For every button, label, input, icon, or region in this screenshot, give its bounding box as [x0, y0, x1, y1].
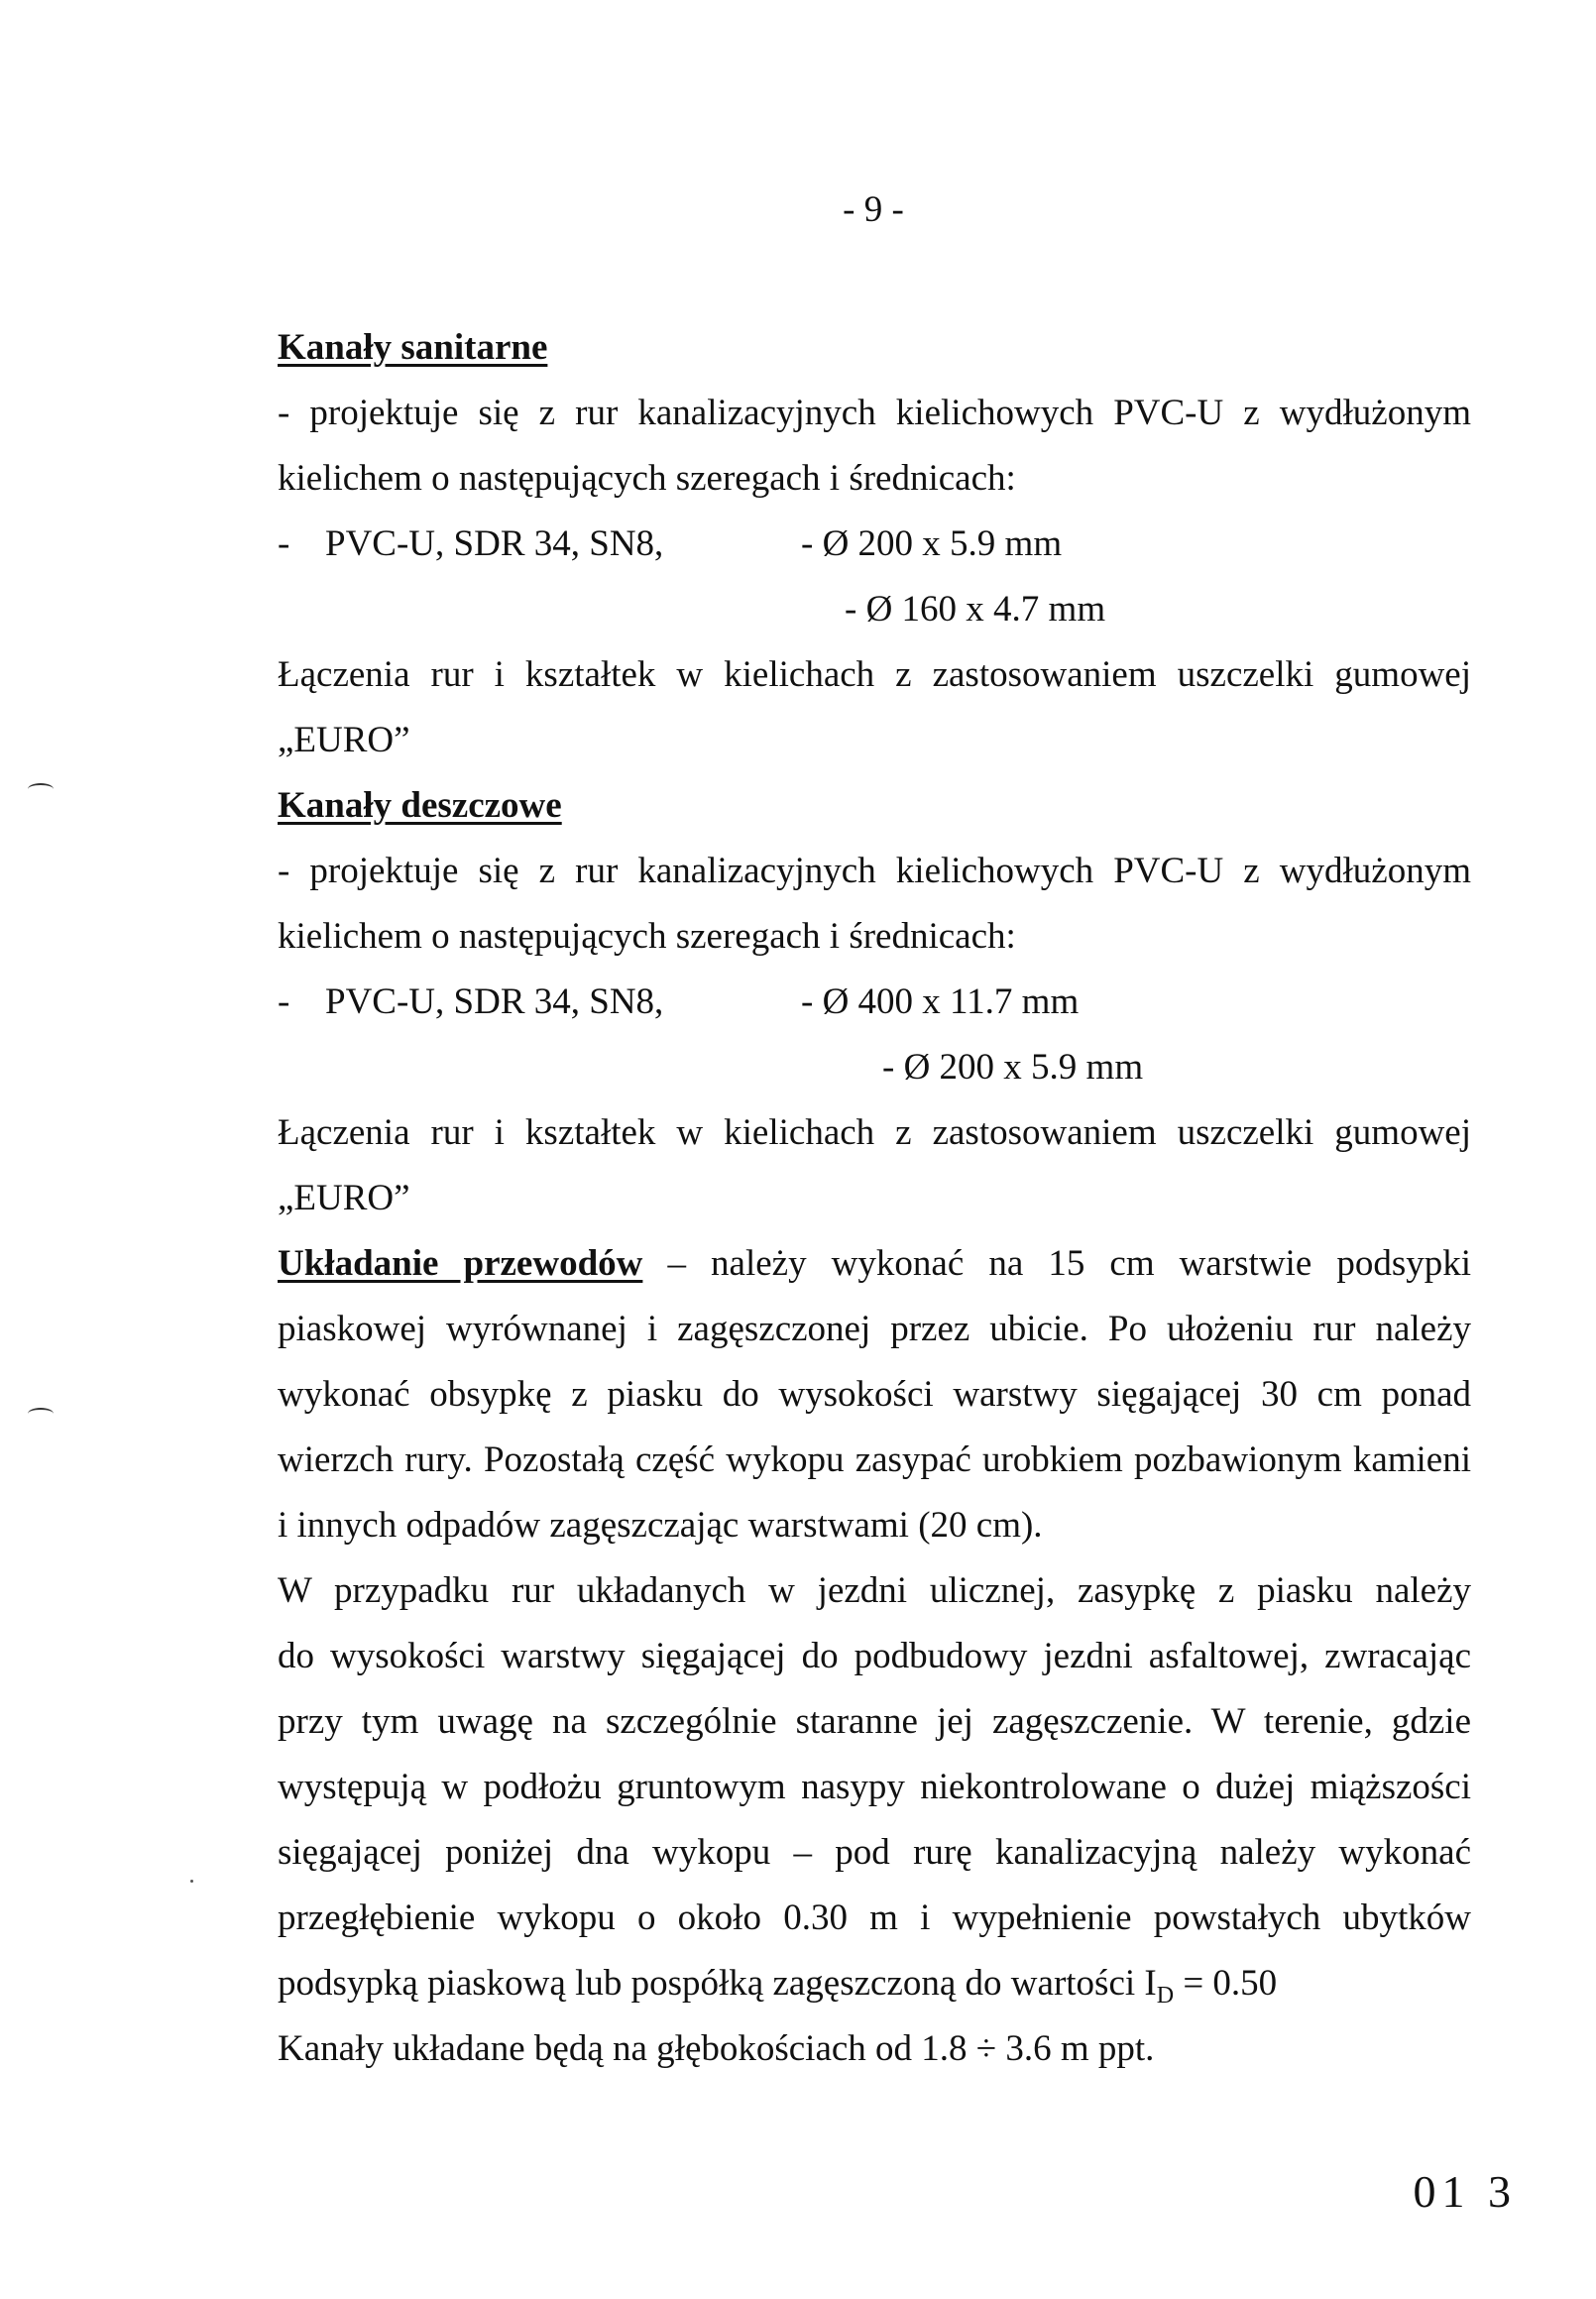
paragraph-line: - projektuje się z rur kanalizacyjnych kielichowych PVC-U z wydłużonym	[278, 851, 1471, 891]
paragraph-line: „EURO”	[278, 1178, 410, 1218]
spec-right: - Ø 200 x 5.9 mm	[882, 1047, 1144, 1088]
spec-left: - PVC-U, SDR 34, SN8,	[278, 523, 664, 564]
spec-left-text: PVC-U, SDR 34, SN8,	[325, 523, 664, 564]
spec-right: - Ø 160 x 4.7 mm	[845, 589, 1106, 630]
margin-mark-2	[28, 1408, 54, 1420]
spec-right: - Ø 400 x 11.7 mm	[801, 981, 1080, 1022]
paragraph-line: wierzch rury. Pozostałą część wykopu zasypać urobkiem pozbawionym kamieni	[278, 1439, 1471, 1480]
paragraph-line	[278, 1951, 1471, 2016]
subscript: D	[1156, 1983, 1175, 2009]
spec-left-text: PVC-U, SDR 34, SN8,	[325, 981, 664, 1022]
paragraph-line: „EURO”	[278, 720, 410, 760]
paragraph-line: Łączenia rur i kształtek w kielichach z zastosowaniem uszczelki gumowej	[278, 654, 1471, 695]
paragraph-line: i innych odpadów zagęszczając warstwami (20 cm).	[278, 1505, 1043, 1546]
spec-row	[278, 512, 1471, 577]
spec-row	[278, 1035, 1471, 1100]
section-heading-laying: Układanie przewodów	[278, 1243, 643, 1284]
paragraph-line	[278, 1231, 1471, 1297]
paragraph-line: piaskowej wyrównanej i zagęszczonej przez ubicie. Po ułożeniu rur należy	[278, 1309, 1471, 1349]
spec-row	[278, 577, 1471, 642]
page-number: - 9 -	[843, 189, 904, 230]
paragraph-line: sięgającej poniżej dna wykopu – pod rurę kanalizacyjną należy wykonać	[278, 1832, 1471, 1873]
spec-row	[278, 970, 1471, 1035]
paragraph-line: występują w podłożu gruntowym nasypy niekontrolowane o dużej miąższości	[278, 1767, 1471, 1807]
paragraph-text: – należy wykonać na 15 cm warstwie podsypki	[642, 1243, 1471, 1284]
paragraph-line: Kanały układane będą na głębokościach od 1.8 ÷ 3.6 m ppt.	[278, 2028, 1155, 2069]
section-heading-sanitary: Kanały sanitarne	[278, 327, 548, 368]
spec-right: - Ø 200 x 5.9 mm	[801, 523, 1063, 564]
paragraph-line: wykonać obsypkę z piasku do wysokości warstwy sięgającej 30 cm ponad	[278, 1374, 1471, 1415]
document-body	[278, 315, 1471, 2082]
paragraph-line: - projektuje się z rur kanalizacyjnych kielichowych PVC-U z wydłużonym	[278, 393, 1471, 433]
speck	[190, 1880, 193, 1883]
paragraph-line: kielichem o następujących szeregach i średnicach:	[278, 458, 1016, 499]
paragraph-line: kielichem o następujących szeregach i średnicach:	[278, 916, 1016, 957]
paragraph-text: = 0.50	[1174, 1963, 1278, 2004]
spec-left: - PVC-U, SDR 34, SN8,	[278, 981, 664, 1022]
margin-mark-1	[28, 783, 54, 795]
paragraph-line: przegłębienie wykopu o około 0.30 m i wypełnienie powstałych ubytków	[278, 1897, 1471, 1938]
paragraph-line: do wysokości warstwy sięgającej do podbudowy jezdni asfaltowej, zwracając	[278, 1636, 1471, 1676]
paragraph-text: podsypką piaskową lub pospółką zagęszczoną do wartości I	[278, 1963, 1157, 2004]
paragraph-line: przy tym uwagę na szczególnie staranne jej zagęszczenie. W terenie, gdzie	[278, 1701, 1471, 1742]
section-heading-rain: Kanały deszczowe	[278, 785, 562, 826]
paragraph-line: Łączenia rur i kształtek w kielichach z zastosowaniem uszczelki gumowej	[278, 1112, 1471, 1153]
paragraph-line: W przypadku rur układanych w jezdni ulicznej, zasypkę z piasku należy	[278, 1570, 1471, 1611]
page-stamp: 01 3	[1413, 2166, 1517, 2217]
